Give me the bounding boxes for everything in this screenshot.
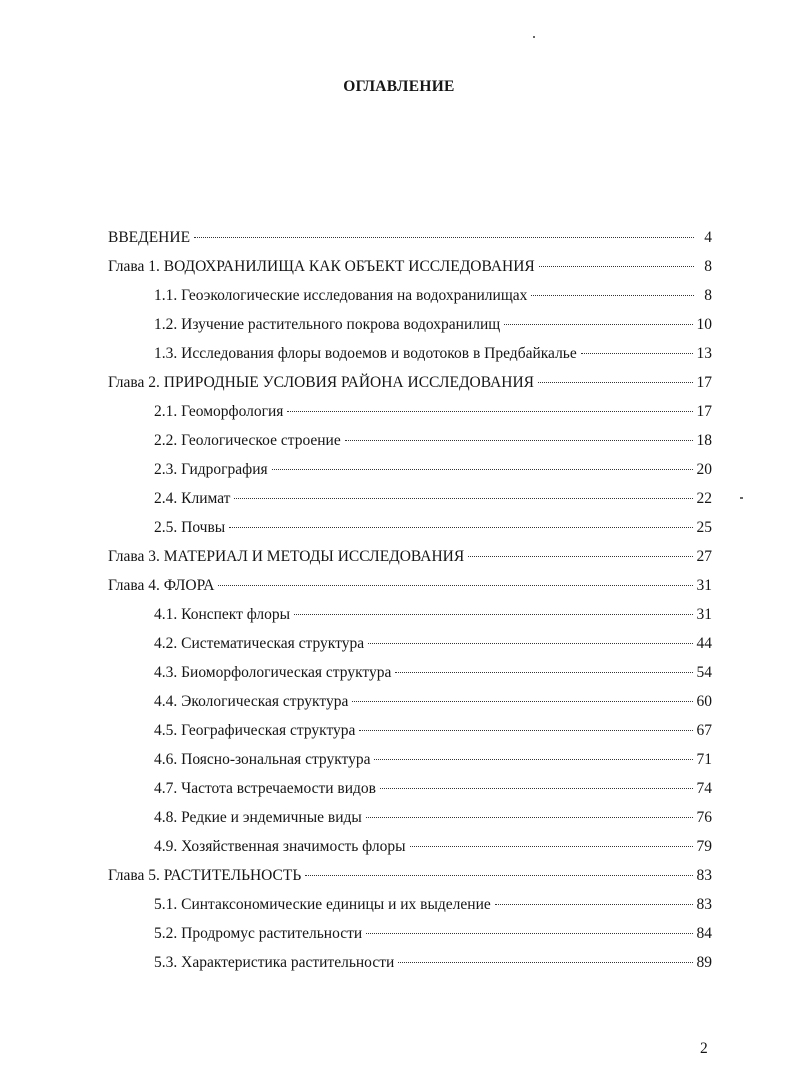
- toc-entry-chapter-5[interactable]: [108, 866, 712, 886]
- toc-entry-section-2-3[interactable]: [154, 460, 712, 480]
- toc-entry-section-4-6[interactable]: [154, 750, 712, 770]
- toc-entry-label: ВВЕДЕНИЕ: [108, 229, 191, 246]
- toc-entry-section-4-2[interactable]: [154, 634, 712, 654]
- toc-entry-label: 2.3. Гидрография: [154, 461, 268, 478]
- toc-entry-page: 22: [696, 490, 712, 507]
- toc-entry-page: 60: [696, 693, 712, 710]
- dot-leader: [359, 730, 692, 731]
- dot-leader: [538, 382, 692, 383]
- dot-leader: [234, 498, 692, 499]
- toc-entry-page: 13: [696, 345, 712, 362]
- toc-entry-page: 31: [696, 577, 712, 594]
- toc-entry-label: Глава 5. РАСТИТЕЛЬНОСТЬ: [108, 867, 302, 884]
- toc-entry-section-2-1[interactable]: [154, 402, 712, 422]
- dot-leader: [368, 643, 692, 644]
- toc-entry-label: Глава 4. ФЛОРА: [108, 577, 215, 594]
- toc-entry-page: 10: [696, 316, 712, 333]
- dot-leader: [374, 759, 692, 760]
- dot-leader: [229, 527, 692, 528]
- dot-leader: [504, 324, 692, 325]
- toc-entry-section-5-2[interactable]: [154, 924, 712, 944]
- toc-entry-label: 5.3. Характеристика растительности: [154, 954, 395, 971]
- toc-entry-page: 31: [696, 606, 712, 623]
- scan-speck: [740, 497, 743, 499]
- toc-entry-section-1-1[interactable]: [154, 286, 712, 306]
- toc-entry-page: 84: [696, 925, 712, 942]
- toc-entry-section-4-7[interactable]: [154, 779, 712, 799]
- toc-entry-label: 1.3. Исследования флоры водоемов и водотоков в Предбайкалье: [154, 345, 577, 362]
- dot-leader: [194, 237, 694, 238]
- toc-entry-section-4-1[interactable]: [154, 605, 712, 625]
- toc-entry-label: 4.7. Частота встречаемости видов: [154, 780, 376, 797]
- toc-entry-page: 20: [696, 461, 712, 478]
- toc-entry-label: Глава 3. МАТЕРИАЛ И МЕТОДЫ ИССЛЕДОВАНИЯ: [108, 548, 465, 565]
- dot-leader: [495, 904, 693, 905]
- toc-entry-section-5-3[interactable]: [154, 953, 712, 973]
- dot-leader: [468, 556, 692, 557]
- toc-entry-label: 4.8. Редкие и эндемичные виды: [154, 809, 362, 826]
- toc-entry-label: 2.1. Геоморфология: [154, 403, 284, 420]
- toc-entry-page: 74: [696, 780, 712, 797]
- toc-entry-chapter-3[interactable]: [108, 547, 712, 567]
- toc-entry-section-1-3[interactable]: [154, 344, 712, 364]
- dot-leader: [305, 875, 692, 876]
- dot-leader: [395, 672, 692, 673]
- toc-entry-page: 54: [696, 664, 712, 681]
- toc-entry-page: 8: [704, 258, 712, 275]
- toc-entry-page: 4: [704, 229, 712, 246]
- page-number: 2: [700, 1040, 708, 1057]
- toc-entry-label: 4.3. Биоморфологическая структура: [154, 664, 392, 681]
- toc-entry-page: 79: [696, 838, 712, 855]
- toc-entry-page: 83: [696, 896, 712, 913]
- dot-leader: [398, 962, 692, 963]
- toc-entry-label: 1.2. Изучение растительного покрова водохранилищ: [154, 316, 501, 333]
- toc-entry-section-2-2[interactable]: [154, 431, 712, 451]
- dot-leader: [581, 353, 693, 354]
- toc-entry-section-5-1[interactable]: [154, 895, 712, 915]
- toc-entry-introduction[interactable]: [108, 228, 712, 248]
- toc-entry-section-1-2[interactable]: [154, 315, 712, 335]
- toc-entry-page: 67: [696, 722, 712, 739]
- toc-entry-label: 1.1. Геоэкологические исследования на водохранилищах: [154, 287, 528, 304]
- toc-entry-page: 83: [696, 867, 712, 884]
- toc-entry-page: 89: [696, 954, 712, 971]
- toc-entry-label: 4.4. Экологическая структура: [154, 693, 349, 710]
- toc-entry-label: Глава 1. ВОДОХРАНИЛИЩА КАК ОБЪЕКТ ИССЛЕДОВАНИЯ: [108, 258, 535, 275]
- toc-entry-label: 4.9. Хозяйственная значимость флоры: [154, 838, 406, 855]
- toc-entry-page: 71: [696, 751, 712, 768]
- dot-leader: [294, 614, 692, 615]
- toc-entry-section-2-5[interactable]: [154, 518, 712, 538]
- dot-leader: [218, 585, 692, 586]
- toc-entry-section-4-5[interactable]: [154, 721, 712, 741]
- toc-entry-page: 18: [696, 432, 712, 449]
- toc-entry-label: 2.4. Климат: [154, 490, 231, 507]
- toc-entry-section-2-4[interactable]: [154, 489, 712, 509]
- dot-leader: [366, 817, 693, 818]
- dot-leader: [380, 788, 693, 789]
- toc-entry-label: 4.1. Конспект флоры: [154, 606, 291, 623]
- dot-leader: [352, 701, 692, 702]
- toc-entry-page: 17: [696, 403, 712, 420]
- toc-entry-label: 5.2. Продромус растительности: [154, 925, 363, 942]
- dot-leader: [539, 266, 694, 267]
- dot-leader: [272, 469, 693, 470]
- toc-entry-page: 27: [696, 548, 712, 565]
- toc-entry-label: 4.5. Географическая структура: [154, 722, 356, 739]
- dot-leader: [531, 295, 694, 296]
- toc-entry-section-4-8[interactable]: [154, 808, 712, 828]
- toc-entry-chapter-1[interactable]: [108, 257, 712, 277]
- toc-entry-label: 4.6. Поясно-зональная структура: [154, 751, 371, 768]
- toc-entry-chapter-2[interactable]: [108, 373, 712, 393]
- toc-entry-section-4-9[interactable]: [154, 837, 712, 857]
- toc-entry-section-4-3[interactable]: [154, 663, 712, 683]
- dot-leader: [366, 933, 692, 934]
- toc-entry-label: 5.1. Синтаксономические единицы и их выделение: [154, 896, 491, 913]
- toc-entry-page: 76: [696, 809, 712, 826]
- toc-entry-page: 17: [696, 374, 712, 391]
- toc-entry-label: 2.2. Геологическое строение: [154, 432, 341, 449]
- toc-entry-label: 4.2. Систематическая структура: [154, 635, 365, 652]
- page-title: ОГЛАВЛЕНИЕ: [343, 78, 455, 95]
- toc-entry-label: Глава 2. ПРИРОДНЫЕ УСЛОВИЯ РАЙОНА ИССЛЕДОВАНИЯ: [108, 374, 535, 391]
- dot-leader: [287, 411, 692, 412]
- scan-speck: [533, 36, 535, 38]
- toc-entry-page: 44: [696, 635, 712, 652]
- dot-leader: [410, 846, 693, 847]
- toc-entry-section-4-4[interactable]: [154, 692, 712, 712]
- toc-entry-page: 25: [696, 519, 712, 536]
- toc-entry-label: 2.5. Почвы: [154, 519, 226, 536]
- toc-entry-chapter-4[interactable]: [108, 576, 712, 596]
- toc-entry-page: 8: [704, 287, 712, 304]
- dot-leader: [345, 440, 693, 441]
